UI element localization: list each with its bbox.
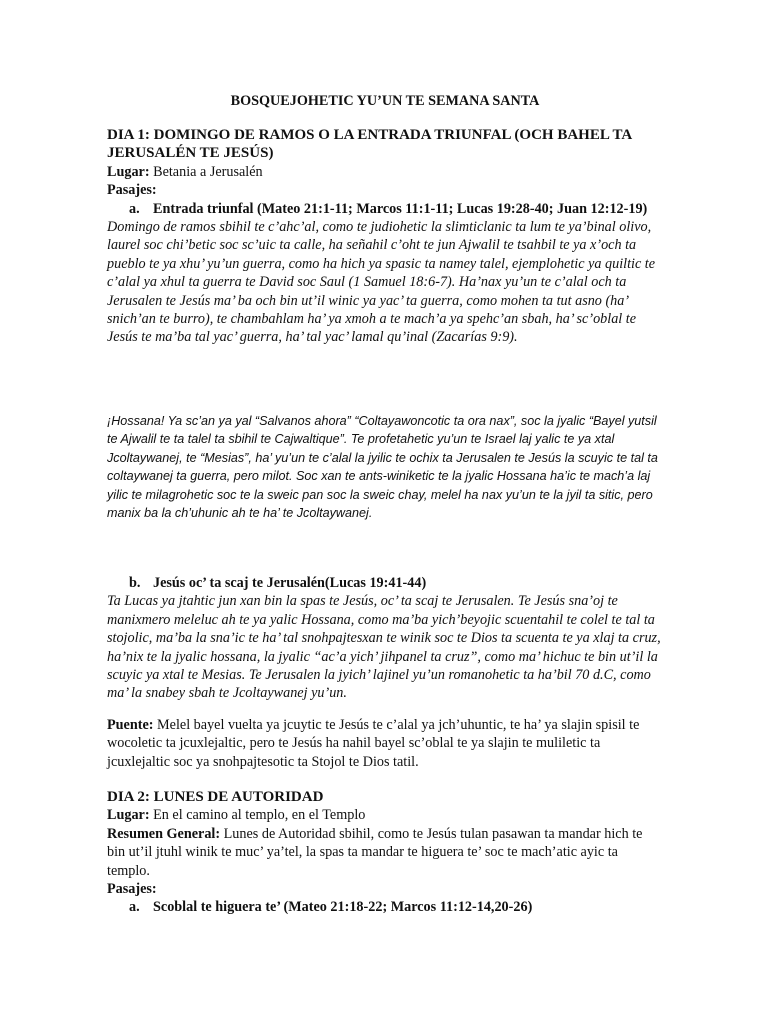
day2-place-value: En el camino al templo, en el Templo [153, 807, 366, 824]
day1-item-a [107, 200, 663, 218]
day1-heading: DIA 1: DOMINGO DE RAMOS O LA ENTRADA TRIUNFAL (OCH BAHEL TA JERUSALÉN TE JESÚS) [107, 127, 632, 162]
day1-section [107, 126, 663, 347]
day1-item-a-text: Entrada triunfal (Mateo 21:1-11; Marcos 11:1-11; Lucas 19:28-40; Juan 12:12-19) [153, 200, 648, 217]
day2-item-a-text: Scoblal te higuera te’ (Mateo 21:18-22; Marcos 11:12-14,20-26) [153, 899, 533, 916]
day1-item-b-marker: b. [129, 575, 141, 591]
day2-place-label: Lugar: [107, 807, 150, 824]
day1-item-b-text: Jesús oc’ ta scaj te Jerusalén(Lucas 19:41-44) [153, 575, 427, 591]
day2-section [107, 788, 663, 917]
day1-item-b-section [107, 574, 663, 703]
day1-paragraph-2: ¡Hossana! Ya sc’an ya yal “Salvanos ahora” “Coltayawoncotic ta ora nax”, soc la jyalic “Bayel yutsil te Ajwalil te ta talel ta sbihil te Cajwaltique”. Te profetahetic yu’un te Israel laj yalic te ya xtal Jcoltaywanej, te “Mesias”, ha’ yu’un te c’alal la jyilic te ochix ta Jerusalen te Jesús la scuyic te tal ta coltaywanej ta guerra, pero milot. Soc xan te ants-winiketic te la jyalic Hossana ha’ic te mach’a laj yilic te milagrohetic soc te la sweic pan soc la sweic chay, melel ha nax yu’un te la jyil ta sitic, pero manix ba la ch’uhunic ah te ha’ te Jcoltaywanej. [107, 414, 658, 521]
day1-paragraph-1: Domingo de ramos sbihil te c’ahc’al, como te judiohetic la slimticlanic ta lum te ya’binal olivo, laurel soc chi’betic soc sc’uic ta calle, ha señahil c’oht te jun Ajwalil te tsahbil te ya x’och ta pueblo te ya xhu’ yu’un guerra, como ha hich ya spasic ta namey talel, ejemplohetic ya quiltic te c’alal ya xhul ta guerra te David soc Saul (1 Samuel 18:6-7). Ha’nax yu’un te c’alal och ta Jerusalen te Jesús ma’ ba och bin ut’il winic ya yac’ ta guerra, como mohen ta tut asno (ha’ snich’an te burro), te chambahlam ha’ ya xmoh a te mach’a ya spehc’an sbah, ha’ sc’oblal te Jesús te ma’ba tal yac’ guerra, ha’ tal yac’ lamal qu’inal (Zacarías 9:9). [107, 219, 656, 346]
day1-bridge [107, 716, 663, 771]
day1-place [107, 163, 663, 181]
day1-bridge-label: Puente: [107, 717, 154, 733]
day1-bridge-text: Melel bayel vuelta ya jcuytic te Jesús te c’alal ya jch’uhuntic, te ha’ ya slajin spisil te wocoletic ta jcuxlejaltic, pero te Jesús ha nahil bayel sc’oblal te ya slajin te muliletic ta jcuxlejaltic soc ya snohpajtesotic ta Stojol te Dios tatil. [107, 717, 640, 770]
day1-item-b [107, 574, 663, 592]
day2-place [107, 806, 663, 824]
day2-item-a-marker: a. [129, 899, 140, 916]
day2-passages-label: Pasajes: [107, 881, 157, 898]
day1-paragraph-3: Ta Lucas ya jtahtic jun xan bin la spas te Jesús, oc’ ta scaj te Jerusalen. Te Jesús sna’oj te manixmero meleluc ah te ya yalic Hossana, como ma’ba yich’beyojic scuentahil te colel te tal ta stojolic, ma’ba la sna’ic te ha’ tal snohpajtesxan te winik soc te Dios ta scuenta te ya xlaj ta cruz, ha’nix te la jyalic hossana, la jyalic “ac’a yich’ jihpanel ta cruz”, como ma’ hichuc te bin ut’il la scuyic ya xtal te Mesias. Te Jerusalen la jyich’ lajinel yu’un romanohetic ta ha’bil 70 d.C, como ma’ la snabey sbah te Jcoltaywanej yu’un. [107, 593, 661, 702]
day2-summary-label: Resumen General: [107, 825, 221, 842]
day1-place-value: Betania a Jerusalén [153, 163, 263, 180]
day1-item-a-marker: a. [129, 200, 140, 217]
day2-heading: DIA 2: LUNES DE AUTORIDAD [107, 789, 324, 805]
day2-summary-text: Lunes de Autoridad sbihil, como te Jesús tulan pasawan ta mandar hich te bin ut’il jtuhl winik te muc’ ya’tel, la spas ta mandar te higuera te’ soc te mach’atic ayic ta templo. [107, 825, 643, 879]
day2-summary [107, 825, 663, 880]
document-page [107, 0, 663, 1024]
document-title: BOSQUEJOHETIC YU’UN TE SEMANA SANTA [230, 93, 540, 109]
day1-passages-label: Pasajes: [107, 182, 157, 199]
day1-place-label: Lugar: [107, 163, 150, 180]
day2-item-a [107, 898, 663, 916]
